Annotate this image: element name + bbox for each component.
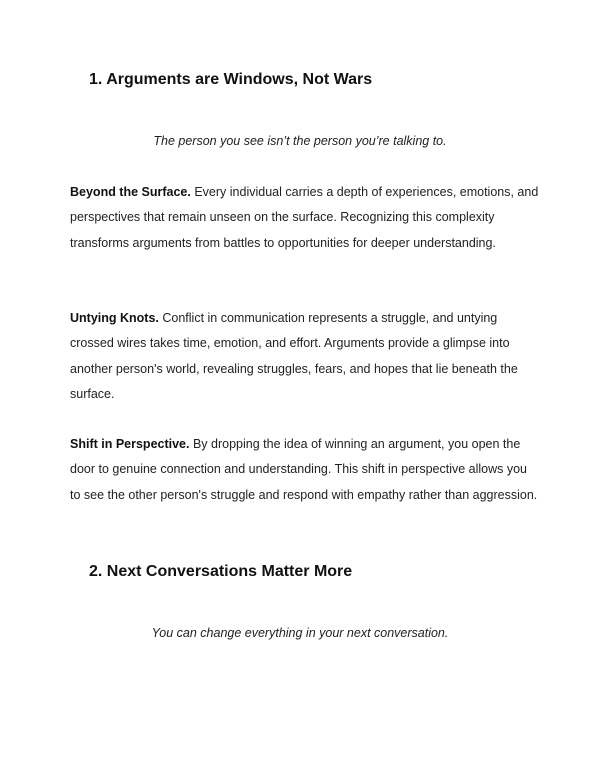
section-quote-arguments: The person you see isn’t the person you’re talking to. (153, 134, 447, 148)
paragraph-text: By dropping the idea of winning an argument, you open the door to genuine connection and understanding. This shift in perspective allows you to see the other person's struggle and respond with empathy rather than aggression. (70, 437, 538, 502)
paragraph-beyond-the-surface (70, 180, 540, 256)
section-heading-next-conversations: 2. Next Conversations Matter More (89, 563, 353, 580)
paragraph-lead: Beyond the Surface. (70, 185, 191, 199)
paragraph-lead: Untying Knots. (70, 311, 159, 325)
paragraph-shift-in-perspective (70, 432, 540, 508)
paragraph-untying-knots (70, 306, 540, 407)
section-quote-next-conversations: You can change everything in your next conversation. (151, 626, 449, 640)
paragraph-text: Conflict in communication represents a struggle, and untying crossed wires takes time, emotion, and effort. Arguments provide a glimpse into another person's world, revealing struggles, fears, and hopes that lie beneath the surface. (70, 311, 518, 401)
section-heading-arguments: 1. Arguments are Windows, Not Wars (89, 71, 373, 88)
paragraph-text: Every individual carries a depth of experiences, emotions, and perspectives that remain unseen on the surface. Recognizing this complexity transforms arguments from battles to opportunities for deeper understanding. (70, 185, 539, 250)
paragraph-lead: Shift in Perspective. (70, 437, 190, 451)
